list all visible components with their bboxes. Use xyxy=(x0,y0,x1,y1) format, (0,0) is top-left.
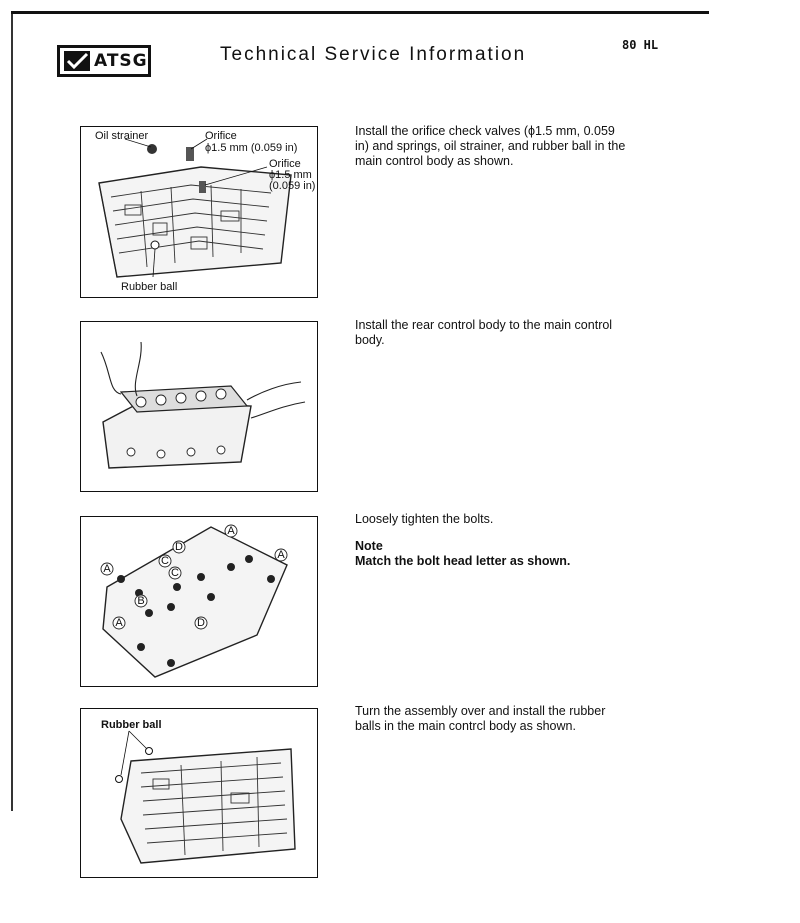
page-title: Technical Service Information xyxy=(220,44,527,65)
step-4 xyxy=(355,704,630,734)
step-1-text: Install the orifice check valves (ϕ1.5 mm, 0.059 in) and springs, oil strainer, and rubber ball in the main control body as shown. xyxy=(355,124,626,168)
label-orifice-2-size: ϕ1.5 mm xyxy=(269,169,312,181)
figure-rubber-balls xyxy=(80,708,318,878)
figure-rear-control-body xyxy=(80,321,318,492)
label-orifice-1: Orifice xyxy=(205,130,237,142)
page-reference: 80 HL xyxy=(622,38,659,52)
step-3 xyxy=(355,512,630,569)
step-2-text: Install the rear control body to the main control body. xyxy=(355,318,613,347)
bolt-letter-d: D xyxy=(197,617,205,629)
label-rubber-ball-2: Rubber ball xyxy=(101,719,162,731)
step-1 xyxy=(355,124,630,169)
left-rule xyxy=(11,11,13,811)
bolt-letter-b: B xyxy=(137,595,145,607)
bolt-letter-c: C xyxy=(171,567,179,579)
bolt-letter-a: A xyxy=(227,525,235,537)
label-orifice-2-inch: (0.059 in) xyxy=(269,180,316,192)
bolt-letter-a: A xyxy=(277,549,285,561)
bolt-letter-a: A xyxy=(103,563,111,575)
label-rubber-ball: Rubber ball xyxy=(121,281,178,293)
step-3-text: Loosely tighten the bolts. xyxy=(355,512,494,526)
label-orifice-1-size: ϕ1.5 mm (0.059 in) xyxy=(205,142,298,154)
bolt-letter-c: C xyxy=(161,555,169,567)
checkmark-icon xyxy=(64,51,90,71)
step-2 xyxy=(355,318,630,348)
figure-orifice-check-valves xyxy=(80,126,318,298)
step-4-text: Turn the assembly over and install the rubber balls in the main contrcl body as shown. xyxy=(355,704,606,733)
bolt-letter-d: D xyxy=(175,541,183,553)
oil-strainer-part xyxy=(147,144,157,154)
note-body: Match the bolt head letter as shown. xyxy=(355,554,571,568)
label-oil-strainer: Oil strainer xyxy=(95,130,149,142)
note-title: Note xyxy=(355,539,383,553)
bolt-letter-a: A xyxy=(115,617,123,629)
figure-bolt-layout xyxy=(80,516,318,687)
atsg-logo xyxy=(57,45,151,77)
logo-text: ATSG xyxy=(94,51,148,71)
top-rule xyxy=(11,11,709,14)
label-orifice-2: Orifice xyxy=(269,158,301,170)
